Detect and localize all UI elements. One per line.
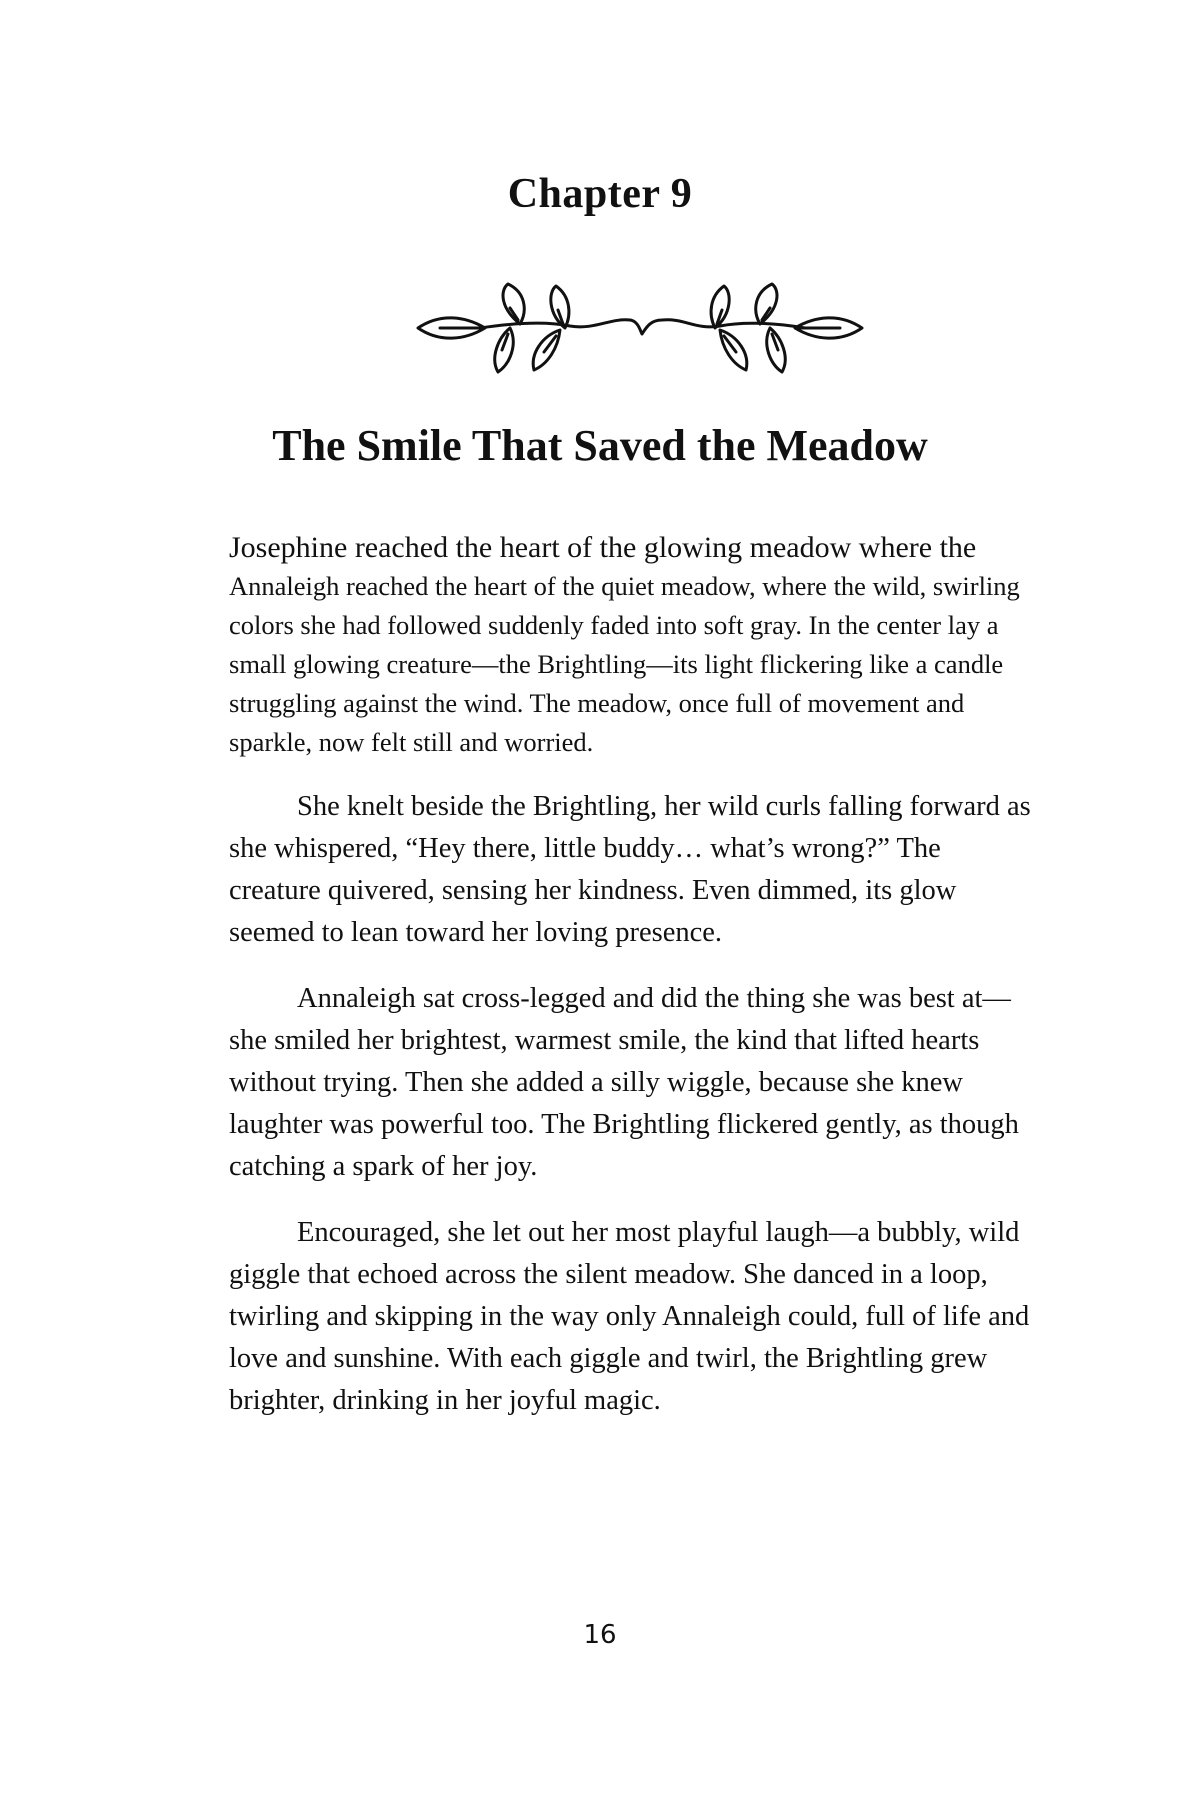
paragraph: She knelt beside the Brightling, her wild curls falling forward as she whispered, “Hey there, little buddy… what’s wrong?” The creature quivered, sensing her kindness. Even dimmed, its glow seemed to lean toward her loving presence. bbox=[229, 791, 1031, 948]
leaf-vine-ornament-icon bbox=[410, 278, 870, 378]
chapter-body bbox=[229, 528, 1039, 1446]
chapter-title: The Smile That Saved the Meadow bbox=[272, 421, 928, 470]
paragraph: Annaleigh sat cross-legged and did the thing she was best at—she smiled her brightest, warmest smile, the kind that lifted hearts without trying. Then she added a silly wiggle, because she knew laughter was powerful too. The Brightling flickered gently, as though catching a spark of her joy. bbox=[229, 983, 1019, 1182]
paragraph-text: Annaleigh reached the heart of the quiet meadow, where the wild, swirling colors she had followed suddenly faded into soft gray. In the center lay a small glowing creature—the Brightling—its light flickering like a candle struggling against the wind. The meadow, once full of movement and sparkle, now felt still and worried. bbox=[229, 571, 1020, 757]
paragraph: Encouraged, she let out her most playful laugh—a bubbly, wild giggle that echoed across the silent meadow. She danced in a loop, twirling and skipping in the way only Annaleigh could, full of life and love and sunshine. With each giggle and twirl, the Brightling grew brighter, drinking in her joyful magic. bbox=[229, 1217, 1030, 1416]
chapter-number: Chapter 9 bbox=[507, 171, 693, 217]
paragraph-lead-line: Josephine reached the heart of the glowing meadow where the bbox=[229, 531, 977, 564]
page-number: 16 bbox=[583, 1620, 617, 1650]
paragraph bbox=[229, 528, 1039, 762]
